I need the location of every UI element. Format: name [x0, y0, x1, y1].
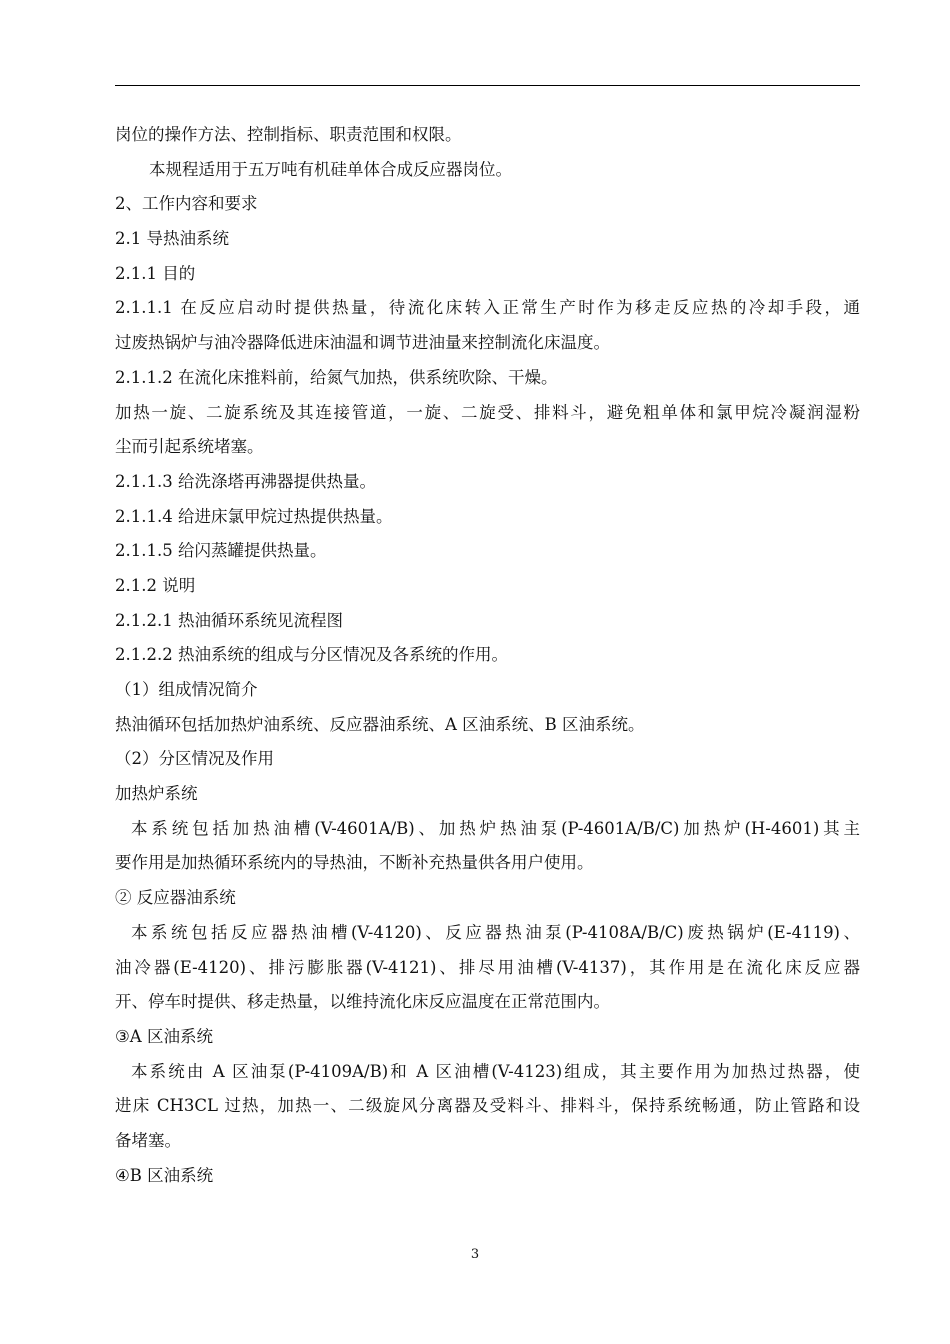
text-line: 2.1.1.5 给闪蒸罐提供热量。 [115, 541, 327, 561]
text-line: 2.1.1.4 给进床氯甲烷过热提供热量。 [115, 506, 393, 526]
text-line: 2.1.2.1 热油循环系统见流程图 [115, 610, 343, 630]
text-line: 岗位的操作方法、控制指标、职责范围和权限。 [115, 125, 462, 144]
text-line: 尘而引起系统堵塞。 [115, 437, 264, 457]
text-line: （2）分区情况及作用 [115, 749, 274, 769]
text-line: 2、工作内容和要求 [115, 194, 258, 214]
text-line: 本规程适用于五万吨有机硅单体合成反应器岗位。 [149, 159, 512, 179]
text-line: 加热炉系统 [115, 784, 198, 804]
text-line: 本系统包括加热油槽(V-4601A/B)、加热炉热油泵(P-4601A/B/C)加热炉(H-4601)其主 [131, 818, 860, 838]
text-line: 2.1.1 目的 [115, 263, 196, 283]
header-rule [115, 85, 860, 86]
text-line: 2.1.1.1 在反应启动时提供热量，待流化床转入正常生产时作为移走反应热的冷却手段，通 [115, 298, 860, 318]
text-line: 过废热锅炉与油冷器降低进床油温和调节进油量来控制流化床温度。 [115, 333, 610, 353]
text-line: ④B 区油系统 [115, 1165, 214, 1185]
text-line: 要作用是加热循环系统内的导热油，不断补充热量供各用户使用。 [115, 853, 594, 873]
text-line: ② 反应器油系统 [115, 888, 236, 908]
text-line: ③A 区油系统 [115, 1026, 213, 1046]
text-line: 2.1 导热油系统 [115, 229, 229, 249]
text-line: 2.1.1.3 给洗涤塔再沸器提供热量。 [115, 471, 376, 491]
text-line: 加热一旋、二旋系统及其连接管道，一旋、二旋受、排料斗，避免粗单体和氯甲烷冷凝润湿粉 [115, 402, 860, 422]
text-line: 备堵塞。 [115, 1130, 181, 1150]
text-line: （1）组成情况简介 [115, 680, 258, 699]
text-line: 开、停车时提供、移走热量，以维持流化床反应温度在正常范围内。 [115, 992, 610, 1012]
document-body [115, 118, 860, 1193]
text-line: 油冷器(E-4120)、排污膨胀器(V-4121)、排尽用油槽(V-4137)，其作用是在流化床反应器 [115, 957, 860, 977]
text-line: 2.1.2.2 热油系统的组成与分区情况及各系统的作用。 [115, 645, 508, 665]
text-line: 本系统包括反应器热油槽(V-4120)、反应器热油泵(P-4108A/B/C)废热锅炉(E-4119)、 [131, 922, 860, 942]
text-line: 2.1.2 说明 [115, 575, 196, 595]
text-line: 热油循环包括加热炉油系统、反应器油系统、A 区油系统、B 区油系统。 [115, 714, 645, 734]
page-number: 3 [470, 1247, 480, 1262]
text-line: 2.1.1.2 在流化床推料前，给氮气加热，供系统吹除、干燥。 [115, 367, 558, 387]
text-line: 本系统由 A 区油泵(P-4109A/B)和 A 区油槽(V-4123)组成，其主要作用为加热过热器，使 [131, 1061, 860, 1081]
text-line: 进床 CH3CL 过热，加热一、二级旋风分离器及受料斗、排料斗，保持系统畅通，防止管路和设 [115, 1096, 860, 1116]
